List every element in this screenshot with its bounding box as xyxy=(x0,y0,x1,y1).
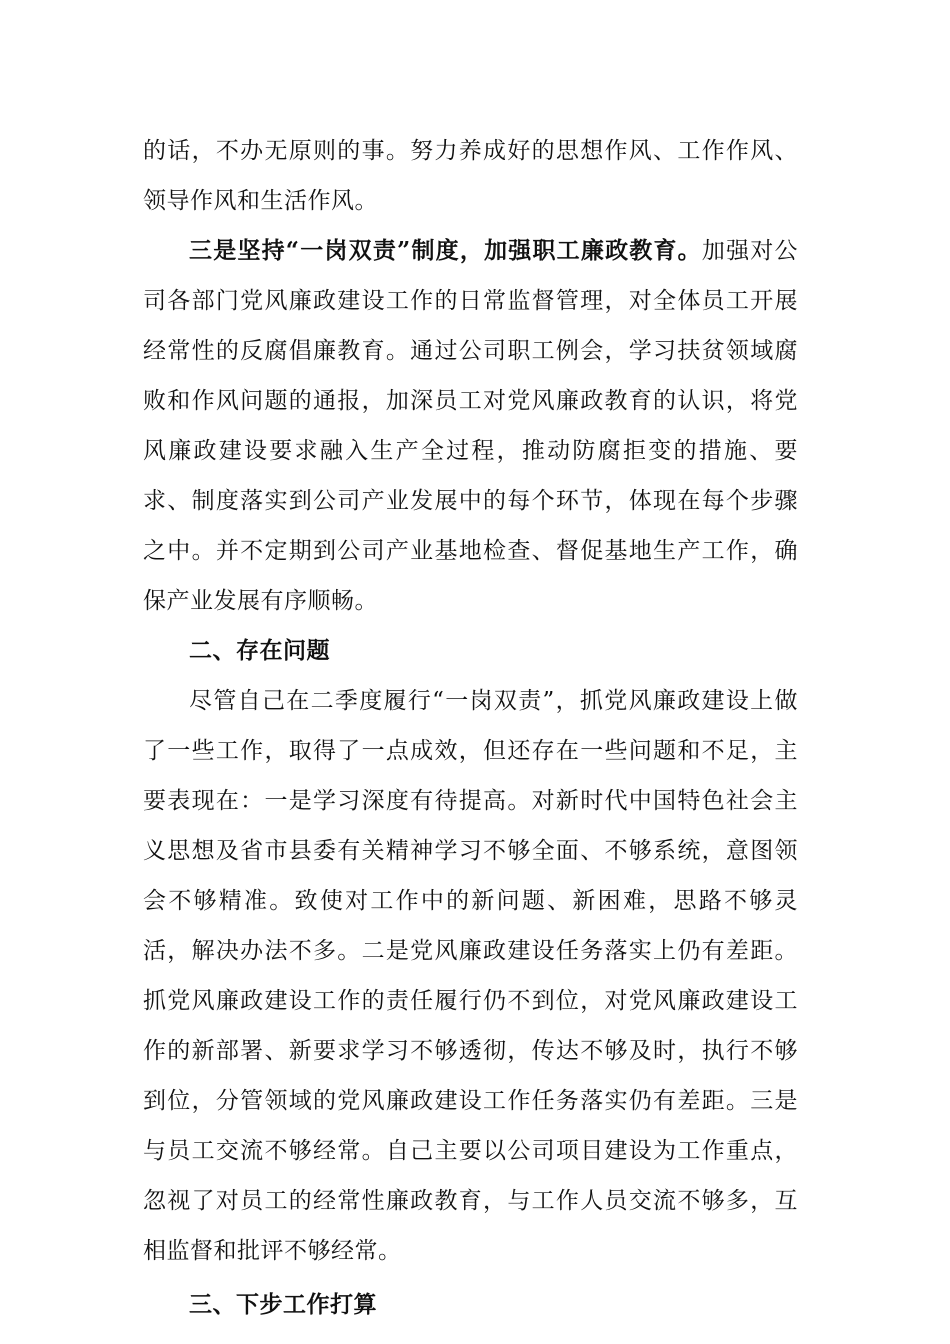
section-heading-next-steps: 三、下步工作打算 xyxy=(189,1291,377,1318)
paragraph-continuation: 的话，不办无原则的事。努力养成好的思想作风、工作作风、领导作风和生活作风。 xyxy=(143,138,798,214)
section-heading-existing-problems: 二、存在问题 xyxy=(189,637,330,664)
paragraph-body: 加强对公司各部门党风廉政建设工作的日常监督管理，对全体员工开展经常性的反腐倡廉教育。通过公司职工例会，学习扶贫领域腐败和作风问题的通报，加深员工对党风廉政教育的认识，将党风廉政建设要求融入生产全过程，推动防腐拒变的措施、要求、制度落实到公司产业发展中的每个环节，体现在每个步骤之中。并不定期到公司产业基地检查、督促基地生产工作，确保产业发展有序顺畅。 xyxy=(143,238,798,614)
paragraph-one-post-two-duties xyxy=(143,226,798,626)
paragraph-problems: 尽管自己在二季度履行“一岗双责”，抓党风廉政建设上做了一些工作，取得了一点成效，但还存在一些问题和不足，主要表现在：一是学习深度有待提高。对新时代中国特色社会主义思想及省市县委有关精神学习不够全面、不够系统，意图领会不够精准。致使对工作中的新问题、新困难，思路不够灵活，解决办法不多。二是党风廉政建设任务落实上仍有差距。抓党风廉政建设工作的责任履行仍不到位，对党风廉政建设工作的新部署、新要求学习不够透彻，传达不够及时，执行不够到位，分管领域的党风廉政建设工作任务落实仍有差距。三是与员工交流不够经常。自己主要以公司项目建设为工作重点，忽视了对员工的经常性廉政教育，与工作人员交流不够多，互相监督和批评不够经常。 xyxy=(143,688,798,1264)
paragraph-lead-bold: 三是坚持“一岗双责”制度，加强职工廉政教育。 xyxy=(189,237,702,264)
document-body xyxy=(143,126,798,1330)
